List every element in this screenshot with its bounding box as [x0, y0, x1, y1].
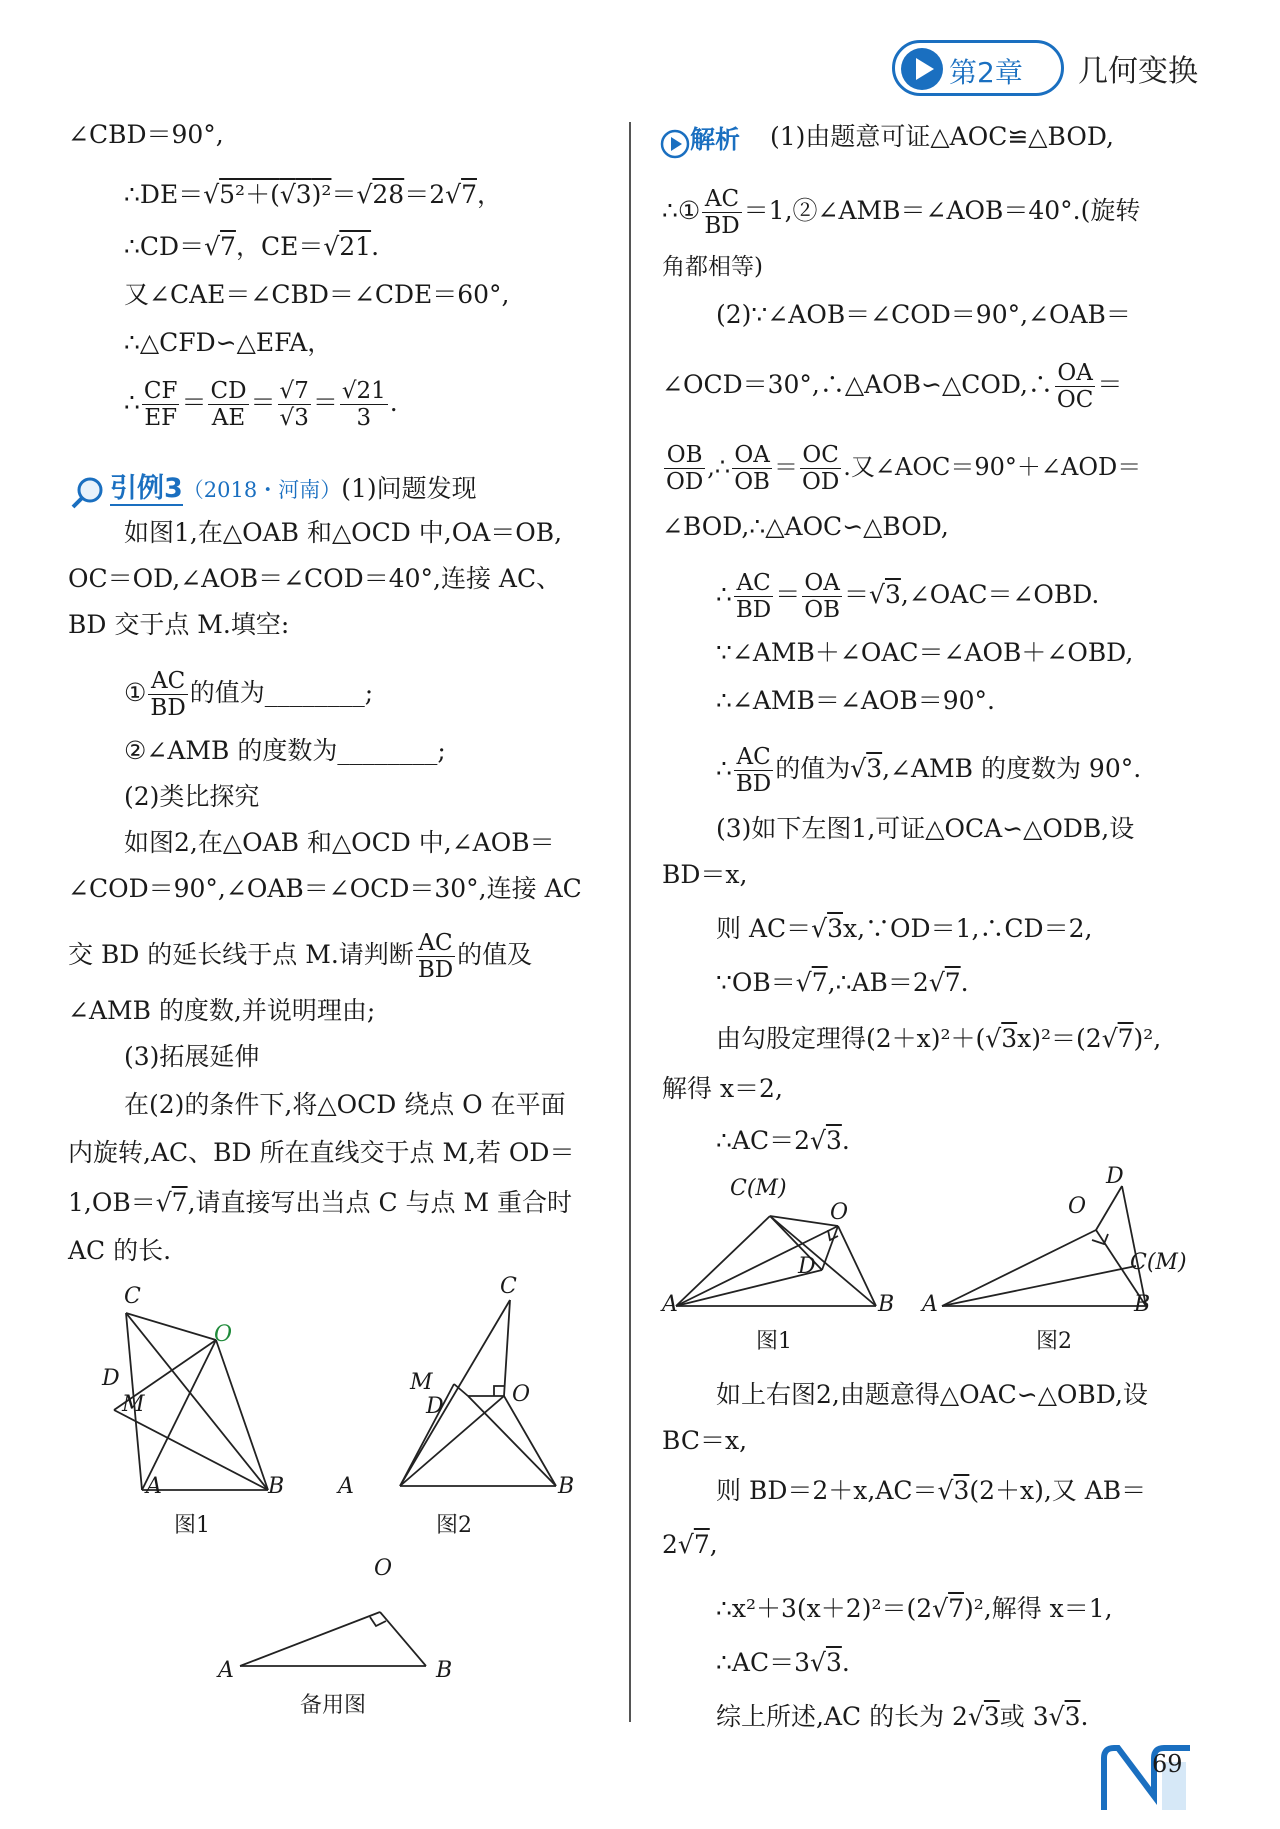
analysis-label: 解析: [660, 120, 740, 159]
fraction: $\frac{OA}{OC}$: [1056, 360, 1094, 413]
text: 5²＋(: [219, 180, 280, 209]
chapter-title: 几何变换: [1078, 54, 1198, 89]
line: 1,OB＝√7,请直接写出当点 C 与点 M 重合时: [68, 1188, 573, 1217]
section-title: (1)问题发现: [341, 474, 477, 503]
fraction: $\frac{OB}{OD}$: [666, 442, 704, 495]
figure-caption: 图2: [1036, 1329, 1072, 1354]
example-source: （2018・河南）: [182, 478, 342, 502]
line: $\frac{OB}{OD}$ ,∴ $\frac{OA}{OB}$ ＝ $\frac{OC}{OD}$ .又∠AOC＝90°＋∠AOD＝: [666, 442, 1142, 495]
point-label: M: [410, 1370, 433, 1395]
line: ∠CBD＝90°,: [68, 120, 224, 149]
line: ∴AC＝2√3.: [716, 1126, 850, 1155]
point-label: B: [558, 1474, 575, 1499]
left-figures: [90, 1280, 620, 1720]
question-1: ① $\frac{AC}{BD}$ 的值为________;: [124, 668, 374, 721]
line: 解得 x＝2,: [662, 1074, 783, 1103]
point-label: B: [436, 1658, 453, 1683]
point-label: A: [218, 1658, 234, 1683]
line: ∠COD＝90°,∠OAB＝∠OCD＝30°,连接 AC: [68, 874, 582, 903]
point-label: C: [500, 1274, 517, 1299]
example-label: [70, 466, 477, 511]
text: 7: [461, 180, 477, 209]
line: ∴① $\frac{AC}{BD}$ ＝1,②∠AMB＝∠AOB＝40°.(旋转: [662, 186, 1141, 239]
chapter-number: 第2章: [949, 56, 1023, 89]
text: ∴DE＝: [124, 180, 204, 209]
point-label: B: [878, 1292, 895, 1317]
page-number: 69: [1152, 1750, 1183, 1778]
line: 则 AC＝√3x,∵OD＝1,∴CD＝2,: [716, 914, 1093, 943]
chapter-badge: [892, 40, 1064, 96]
line: 内旋转,AC、BD 所在直线交于点 M,若 OD＝: [68, 1138, 575, 1167]
line: 综上所述,AC 的长为 2√3或 3√3.: [716, 1702, 1089, 1731]
text: ∴CD＝: [124, 232, 205, 261]
figure-caption: 备用图: [300, 1693, 367, 1718]
line: BD＝x,: [662, 860, 748, 889]
text: )²: [311, 180, 332, 209]
fraction: $\frac{OC}{OD}$: [801, 442, 840, 495]
line: AC 的长.: [68, 1236, 172, 1265]
point-label: C: [124, 1284, 141, 1309]
text: 3: [295, 180, 312, 209]
point-label: D: [798, 1254, 816, 1279]
line: 角都相等): [662, 254, 763, 280]
point-label: M: [122, 1392, 145, 1417]
point-label: A: [338, 1474, 354, 1499]
text: 21: [339, 232, 372, 261]
point-label: B: [268, 1474, 285, 1499]
line: ∴∠AMB＝∠AOB＝90°.: [716, 686, 996, 715]
fraction: $\frac{√21}{3}$: [341, 378, 386, 431]
point-label: C(M): [1130, 1250, 1187, 1275]
line: 如图2,在△OAB 和△OCD 中,∠AOB＝: [124, 828, 555, 857]
line: 交 BD 的延长线于点 M.请判断 $\frac{AC}{BD}$ 的值及: [68, 930, 533, 983]
example-number: 引例3: [110, 473, 183, 504]
point-label: A: [662, 1292, 678, 1317]
text: ＝: [331, 180, 357, 209]
fraction: $\frac{AC}{BD}$: [704, 186, 740, 239]
line: ∠AMB 的度数,并说明理由;: [68, 996, 376, 1025]
line: 如上右图2,由题意得△OAC∽△OBD,设: [716, 1380, 1148, 1409]
fraction: $\frac{√7}{√3}$: [279, 378, 309, 431]
point-label: C(M): [730, 1176, 787, 1201]
line: ∴AC＝3√3.: [716, 1648, 850, 1677]
magnifier-icon: [70, 475, 110, 511]
point-label: O: [214, 1322, 233, 1347]
line: ∴△CFD∽△EFA，: [124, 328, 333, 357]
line: BC＝x,: [662, 1426, 748, 1455]
point-label: A: [922, 1292, 938, 1317]
question-2: ②∠AMB 的度数为________;: [124, 736, 446, 765]
text: 28: [372, 180, 405, 209]
line: (3)拓展延伸: [124, 1042, 260, 1071]
fraction: $\frac{AC}{BD}$: [735, 570, 772, 623]
point-label: O: [374, 1556, 393, 1581]
line: ∴DE＝√5²＋(√3)²＝√28＝2√7，: [124, 180, 502, 209]
column-divider: [629, 122, 631, 1722]
line: ∵OB＝√7,∴AB＝2√7.: [716, 968, 969, 997]
line: (1)由题意可证△AOC≌△BOD,: [770, 122, 1114, 151]
line: 由勾股定理得(2＋x)²＋(√3x)²＝(2√7)²,: [716, 1024, 1162, 1053]
text: ＝2: [404, 180, 446, 209]
fraction: $\frac{OA}{OB}$: [734, 442, 770, 495]
point-label: O: [1068, 1194, 1087, 1219]
text: ，CE＝: [235, 232, 324, 261]
fraction: $\frac{OA}{OB}$: [804, 570, 841, 623]
line: ∠OCD＝30°,∴△AOB∽△COD,∴ $\frac{OA}{OC}$ ＝: [662, 360, 1123, 413]
play-icon: [660, 129, 690, 159]
fraction: $\frac{CD}{AE}$: [210, 378, 247, 431]
line: BD 交于点 M.填空:: [68, 610, 290, 639]
line: 如图1,在△OAB 和△OCD 中,OA＝OB,: [124, 518, 563, 547]
fraction: $\frac{AC}{BD}$: [735, 744, 772, 797]
point-label: A: [146, 1474, 162, 1499]
line: 则 BD＝2＋x,AC＝√3(2＋x),又 AB＝: [716, 1476, 1147, 1505]
line: (2)∵∠AOB＝∠COD＝90°,∠OAB＝: [716, 300, 1131, 329]
fraction: $\frac{AC}{BD}$: [417, 930, 454, 983]
text: ，: [476, 180, 502, 209]
point-label: D: [1106, 1164, 1124, 1189]
figure-caption: 图2: [436, 1513, 472, 1538]
fraction: $\frac{CF}{EF}$: [143, 378, 178, 431]
point-label: O: [512, 1382, 531, 1407]
line: (3)如下左图1,可证△OCA∽△ODB,设: [716, 814, 1135, 843]
text: ∴: [124, 388, 140, 417]
point-label: D: [102, 1366, 120, 1391]
line: ∴CD＝√7，CE＝√21.: [124, 232, 380, 261]
fraction: $\frac{AC}{BD}$: [150, 668, 186, 721]
line: 在(2)的条件下,将△OCD 绕点 O 在平面: [124, 1090, 566, 1119]
text: .: [371, 232, 380, 261]
point-label: D: [426, 1394, 444, 1419]
text: 7: [220, 232, 236, 261]
line: ∠BOD,∴△AOC∽△BOD,: [662, 512, 949, 541]
point-label: O: [830, 1200, 849, 1225]
line: 又∠CAE＝∠CBD＝∠CDE＝60°,: [124, 280, 510, 309]
play-icon: [901, 48, 943, 90]
line: ∴x²＋3(x＋2)²＝(2√7)²,解得 x＝1,: [716, 1594, 1113, 1623]
line: ∵∠AMB＋∠OAC＝∠AOB＋∠OBD,: [716, 638, 1134, 667]
line: (2)类比探究: [124, 782, 260, 811]
line: ∴ $\frac{AC}{BD}$ ＝ $\frac{OA}{OB}$ ＝√3,∠OAC＝∠OBD.: [716, 570, 1100, 623]
line: 2√7,: [662, 1530, 718, 1559]
line: ∴ $\frac{CF}{EF}$ ＝ $\frac{CD}{AE}$ ＝ $\frac{√7}{√3}$ ＝ $\frac{√21}{3}$ .: [124, 378, 398, 431]
point-label: B: [1134, 1292, 1151, 1317]
line: ∴ $\frac{AC}{BD}$ 的值为√3,∠AMB 的度数为 90°.: [716, 744, 1142, 797]
figure-caption: 图1: [174, 1513, 210, 1538]
figure-caption: 图1: [756, 1329, 792, 1354]
line: OC＝OD,∠AOB＝∠COD＝40°,连接 AC、: [68, 564, 562, 593]
